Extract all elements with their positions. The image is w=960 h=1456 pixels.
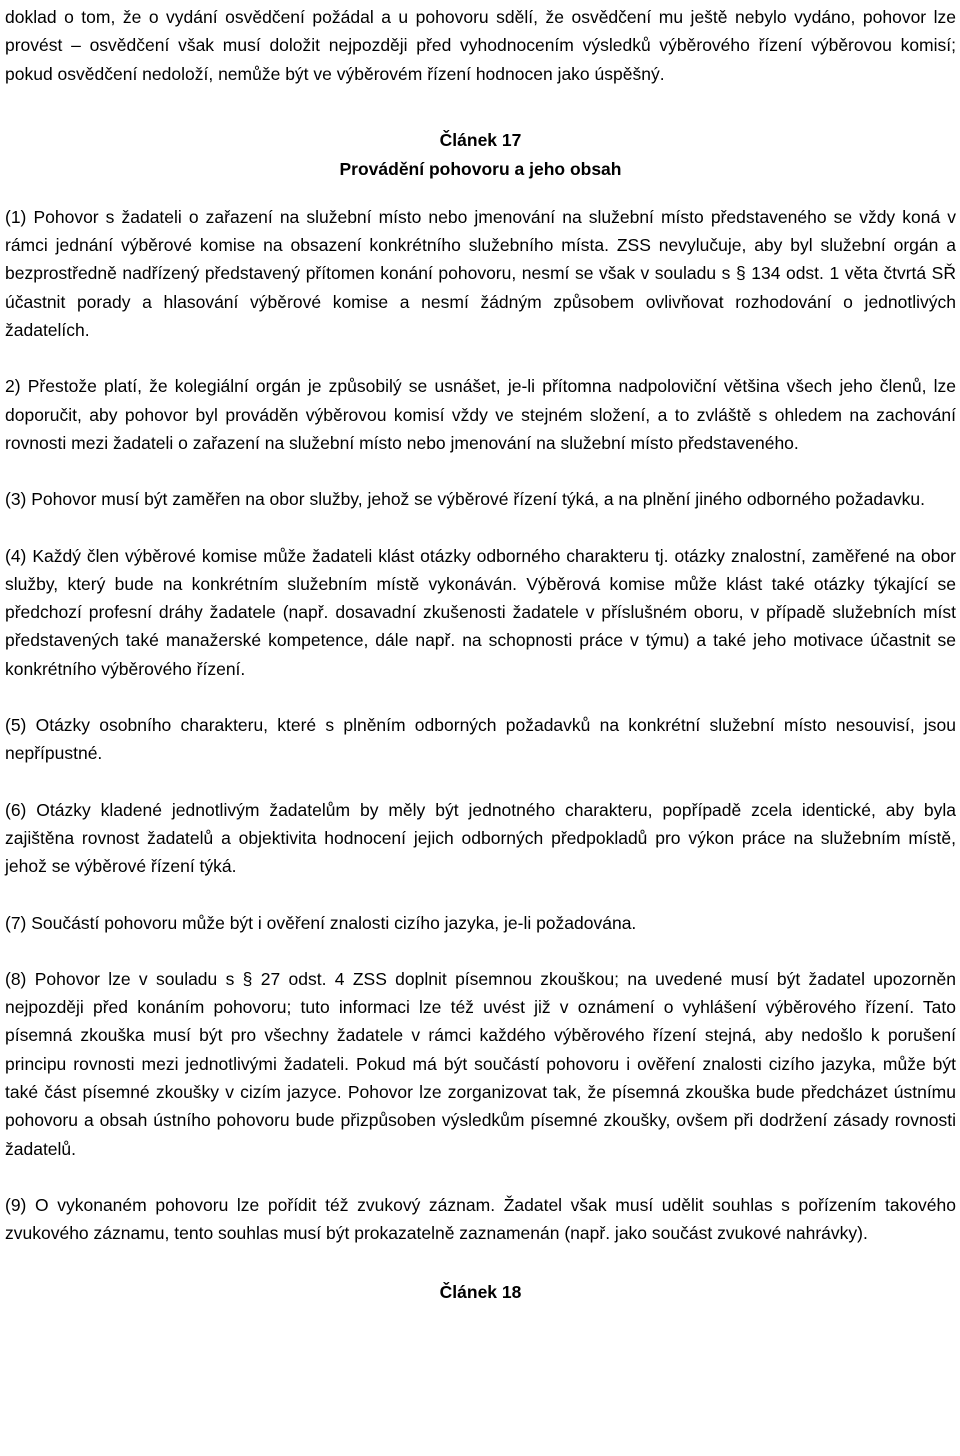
article-17-heading — [5, 126, 956, 184]
paragraph-4: (4) Každý člen výběrové komise může žadateli klást otázky odborného charakteru tj. otázky znalostní, zaměřené na obor služby, který bude na konkrétním služebním místě vykonáván. Výběrová komise může klást také otázky týkající se předchozí profesní dráhy žadatele (např. dosavadní zkušenosti žadatele v příslušném oboru, v případě služebních míst představených také manažerské kompetence, dále např. na schopnosti práce v týmu) a také jeho motivace účastnit se konkrétního výběrového řízení. — [5, 545, 956, 679]
paragraph-1: (1) Pohovor s žadateli o zařazení na služební místo nebo jmenování na služební místo představeného se vždy koná v rámci jednání výběrové komise na obsazení konkrétního služebního místa. ZSS nevylučuje, aby byl služební orgán a bezprostředně nadřízený představený přítomen konání pohovoru, nesmí se však v souladu s § 134 odst. 1 věta čtvrtá SŘ účastnit porady a hlasování výběrové komise a nesmí žádným způsobem ovlivňovat rozhodování o jednotlivých žadatelích. — [5, 206, 956, 341]
paragraph-2: 2) Přestože platí, že kolegiální orgán je způsobilý se usnášet, je-li přítomna nadpoloviční většina všech jeho členů, lze doporučit, aby pohovor byl prováděn výběrovou komisí vždy ve stejném složení, a to zvláště s ohledem na zachování rovnosti mezi žadateli o zařazení na služební místo nebo jmenování na služební místo představeného. — [5, 376, 956, 453]
paragraph-8: (8) Pohovor lze v souladu s § 27 odst. 4 ZSS doplnit písemnou zkouškou; na uvedené musí být žadatel upozorněn nejpozději před konáním pohovoru; tuto informaci lze též uvést již v oznámení o vyhlášení výběrového řízení. Tato písemná zkouška musí být pro všechny žadatele v rámci každého výběrového řízení stejná, aby nedošlo k porušení principu rovnosti mezi jednotlivými žadateli. Pokud má být součástí pohovoru i ověření znalosti cizího jazyka, může být také část písemné zkoušky v cizím jazyce. Pohovor lze zorganizovat tak, že písemná zkouška bude předcházet ústnímu pohovoru a obsah ústního pohovoru bude přizpůsoben výsledkům písemné zkoušky, ovšem při dodržení zásady rovnosti žadatelů. — [5, 968, 956, 1159]
paragraph-9: (9) O vykonaném pohovoru lze pořídit též zvukový záznam. Žadatel však musí udělit souhlas s pořízením takového zvukového záznamu, tento souhlas musí být prokazatelně zaznamenán (např. jako součást zvukové nahrávky). — [5, 1194, 956, 1244]
paragraph-7: (7) Součástí pohovoru může být i ověření znalosti cizího jazyka, je-li požadována. — [5, 912, 637, 933]
paragraph-6: (6) Otázky kladené jednotlivým žadatelům by měly být jednotného charakteru, popřípadě zcela identické, aby byla zajištěna rovnost žadatelů a objektivita hodnocení jejich odborných předpokladů pro výkon práce na služebním místě, jehož se výběrové řízení týká. — [5, 799, 956, 877]
article-17-title: Provádění pohovoru a jeho obsah — [339, 158, 622, 179]
paragraph-5: (5) Otázky osobního charakteru, které s plněním odborných požadavků na konkrétní služební místo nesouvisí, jsou nepřípustné. — [5, 715, 956, 764]
article-17-number: Článek 17 — [439, 129, 522, 150]
paragraph-3: (3) Pohovor musí být zaměřen na obor služby, jehož se výběrové řízení týká, a na plnění jiného odborného požadavku. — [5, 489, 925, 510]
article-18-heading: Článek 18 — [439, 1281, 522, 1302]
intro-paragraph: doklad o tom, že o vydání osvědčení požádal a u pohovoru sdělí, že osvědčení mu ještě nebylo vydáno, pohovor lze provést – osvědčení však musí doložit nejpozději před vyhodnocením výsledků výběrového řízení výběrovou komisí; pokud osvědčení nedoloží, nemůže být ve výběrovém řízení hodnocen jako úspěšný. — [5, 7, 956, 84]
document-page — [5, 0, 956, 1307]
